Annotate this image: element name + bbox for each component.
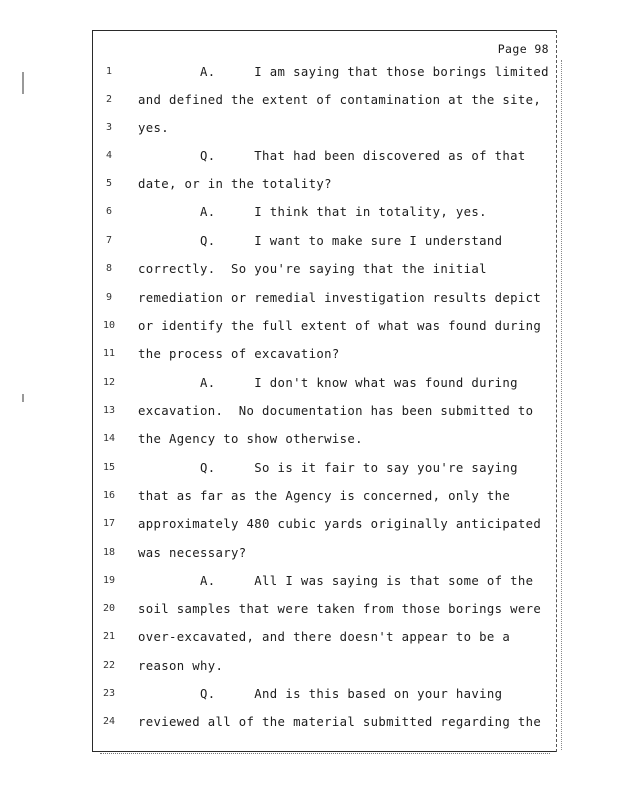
page-number: Page 98 [497, 42, 549, 56]
scan-margin-mark [22, 72, 24, 94]
transcript-line: that as far as the Agency is concerned, only the [138, 489, 511, 503]
transcript-line: reviewed all of the material submitted regarding the [138, 715, 542, 729]
line-number: 4 [105, 150, 113, 161]
transcript-line: reason why. [138, 659, 224, 673]
transcript-line: the Agency to show otherwise. [138, 432, 363, 446]
line-number: 3 [105, 122, 113, 133]
scan-bottom-edge [100, 753, 550, 758]
transcript-line: date, or in the totality? [138, 177, 332, 191]
transcript-line: A. I am saying that those borings limited [138, 65, 549, 79]
line-number: 21 [102, 631, 116, 642]
transcript-line: yes. [138, 121, 170, 135]
transcript-line: or identify the full extent of what was found during [138, 319, 542, 333]
line-number: 7 [105, 235, 113, 246]
transcript-line: excavation. No documentation has been submitted to [138, 404, 534, 418]
line-number: 12 [102, 377, 116, 388]
right-margin-rule-secondary [561, 60, 562, 750]
transcript-line: Q. That had been discovered as of that [138, 149, 526, 163]
transcript-line: A. I don't know what was found during [138, 376, 518, 390]
line-number: 23 [102, 688, 116, 699]
transcript-line: Q. So is it fair to say you're saying [138, 461, 518, 475]
line-number: 20 [102, 603, 116, 614]
line-number: 9 [105, 292, 113, 303]
transcript-line: Q. I want to make sure I understand [138, 234, 503, 248]
line-number: 15 [102, 462, 116, 473]
line-number: 8 [105, 263, 113, 274]
transcript-line: and defined the extent of contamination at the site, [138, 93, 542, 107]
line-number: 16 [102, 490, 116, 501]
line-number: 18 [102, 547, 116, 558]
transcript-line: correctly. So you're saying that the initial [138, 262, 487, 276]
transcript-line: A. All I was saying is that some of the [138, 574, 534, 588]
transcript-line: the process of excavation? [138, 347, 340, 361]
line-number: 24 [102, 716, 116, 727]
transcript-line: was necessary? [138, 546, 247, 560]
line-number: 6 [105, 206, 113, 217]
line-number: 2 [105, 94, 113, 105]
line-number: 14 [102, 433, 116, 444]
line-number: 11 [102, 348, 116, 359]
scan-margin-mark [22, 394, 24, 402]
right-margin-rule [556, 30, 557, 752]
transcript-line: over-excavated, and there doesn't appear to be a [138, 630, 511, 644]
line-number: 17 [102, 518, 116, 529]
line-number: 19 [102, 575, 116, 586]
line-number: 10 [102, 320, 116, 331]
transcript-line: Q. And is this based on your having [138, 687, 503, 701]
transcript-line: remediation or remedial investigation results depict [138, 291, 542, 305]
transcript-line: A. I think that in totality, yes. [138, 205, 487, 219]
line-number: 22 [102, 660, 116, 671]
line-number: 5 [105, 178, 113, 189]
transcript-line: soil samples that were taken from those borings were [138, 602, 542, 616]
line-number: 13 [102, 405, 116, 416]
line-number: 1 [105, 66, 113, 77]
transcript-line: approximately 480 cubic yards originally anticipated [138, 517, 542, 531]
